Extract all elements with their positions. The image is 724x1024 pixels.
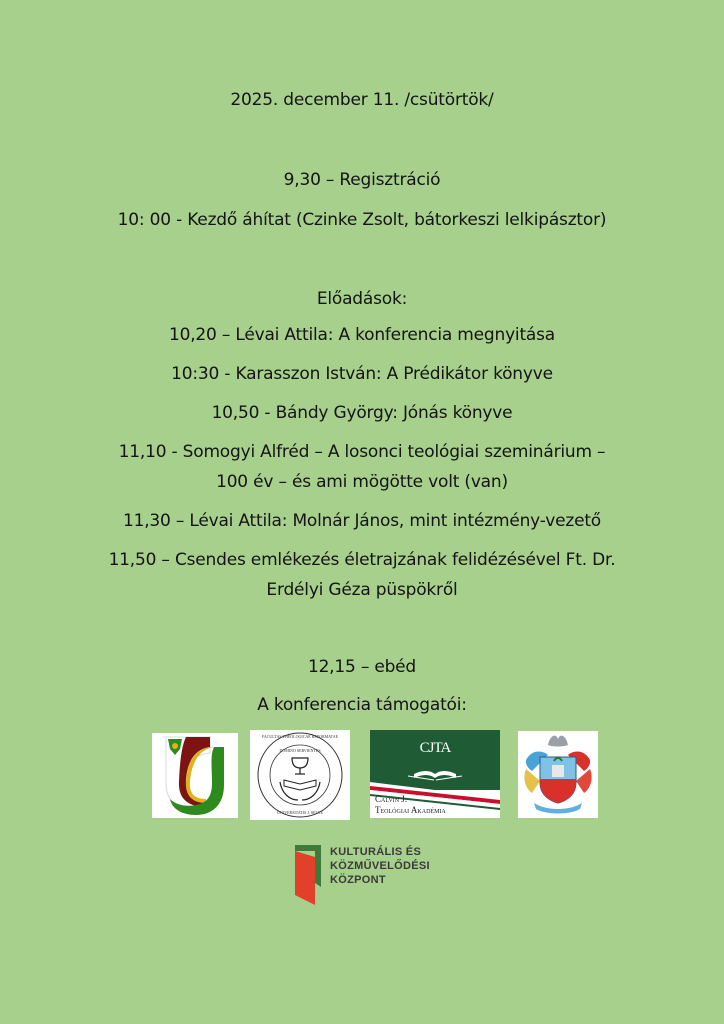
seal-text-bottom: UNIVERSITATIS J. SELYE	[277, 810, 323, 815]
cjta-name-line1: Calvin J.	[375, 794, 408, 804]
seal-text-top: FACULTAS THEOLOGICAE REFORMATAE	[261, 734, 339, 739]
kkp-text-line: KULTURÁLIS ÉS	[330, 846, 422, 858]
cjta-name-line2: Teológiai Akadémia	[375, 805, 446, 815]
schedule-opening-devotion: 10: 00 - Kezdő áhítat (Czinke Zsolt, bátorkeszi lelkipásztor)	[117, 210, 607, 230]
lecture-item: 11,10 - Somogyi Alfréd – A losonci teológiai szeminárium –	[118, 442, 606, 462]
lecture-item-continued: Erdélyi Géza püspökről	[266, 580, 458, 600]
seal-text-mid: DOMINO SERVIENTES	[279, 748, 321, 753]
event-date: 2025. december 11. /csütörtök/	[230, 90, 494, 110]
lecture-item: 10:30 - Karasszon István: A Prédikátor könyve	[171, 364, 553, 384]
kkp-text-line: KÖZPONT	[330, 874, 386, 886]
lecture-item: 10,20 – Lévai Attila: A konferencia megnyitása	[168, 325, 556, 345]
sponsor-logo-university	[152, 733, 238, 818]
sponsor-logo-coat-of-arms	[518, 731, 598, 818]
sponsors-heading: A konferencia támogatói:	[257, 695, 467, 715]
kkp-logo	[295, 845, 325, 905]
sponsor-logo-faculty-seal	[250, 730, 350, 820]
lectures-heading: Előadások:	[316, 289, 408, 309]
lecture-item: 10,50 - Bándy György: Jónás könyve	[211, 403, 513, 423]
lunch: 12,15 – ebéd	[307, 657, 417, 677]
kkp-logo-text	[330, 845, 430, 887]
kkp-text-line: KÖZMŰVELŐDÉSI	[330, 860, 430, 872]
sponsor-logo-calvin-academy	[370, 730, 500, 818]
lecture-item: 11,50 – Csendes emlékezés életrajzának felidézésével Ft. Dr.	[108, 550, 616, 570]
lecture-item-continued: 100 év – és ami mögötte volt (van)	[216, 472, 508, 492]
cjta-monogram: CJTA	[419, 740, 451, 756]
schedule-registration: 9,30 – Regisztráció	[283, 170, 441, 190]
lecture-item: 11,30 – Lévai Attila: Molnár János, mint intézmény-vezető	[123, 511, 601, 531]
